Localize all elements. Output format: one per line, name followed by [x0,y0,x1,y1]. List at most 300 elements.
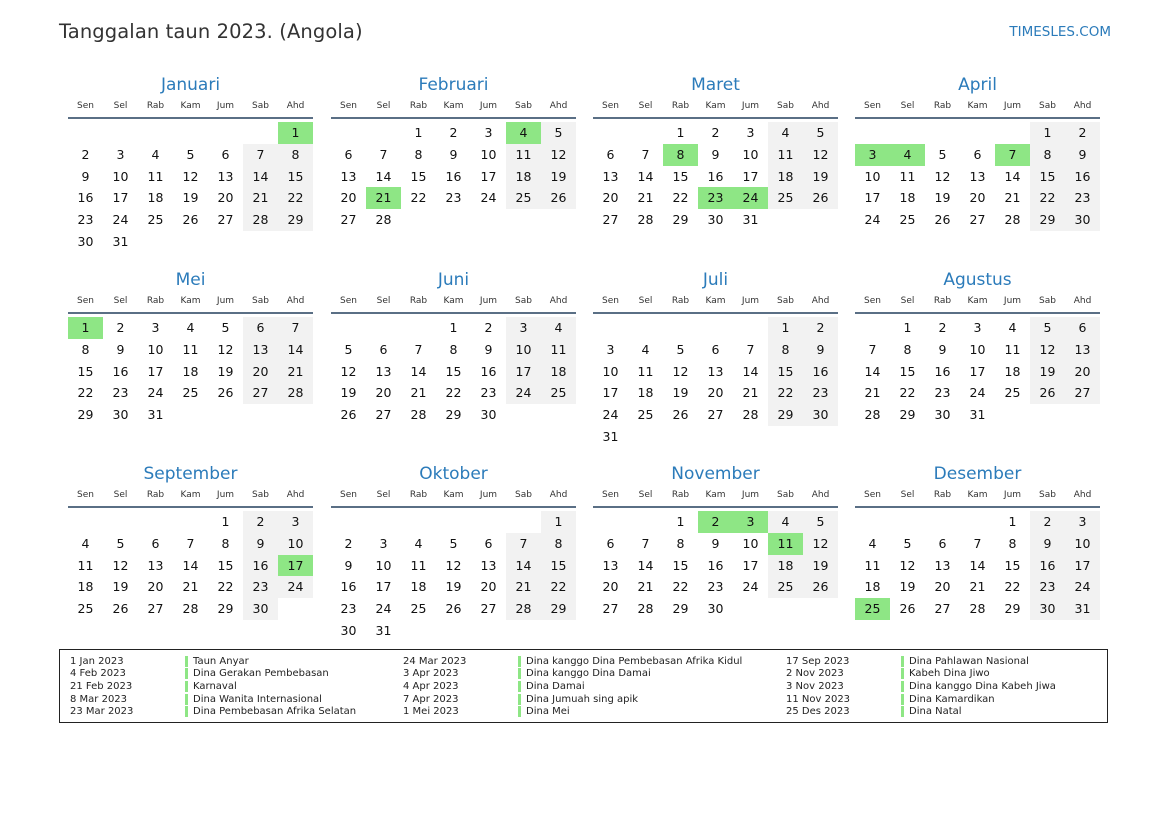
weekday-label: Ahd [811,101,830,111]
day-cell: 22 [672,190,689,206]
holiday-name: Dina Jumuah sing apik [526,693,639,705]
day-cell: 2 [711,125,720,140]
day-cell: 16 [803,361,838,383]
weekday-label: Ahd [549,490,568,500]
holiday-date: 1 Jan 2023 [70,655,124,667]
day-cell: 14 [1004,168,1021,184]
day-grid [331,511,576,642]
weekday-header [855,292,1100,314]
day-cell: 16 [707,557,724,573]
day-cell: 26 [934,212,951,228]
day-cell: 14 [742,363,759,379]
day-cell: 9 [1030,533,1065,555]
day-cell: 31 [147,407,164,423]
weekday-label: Rab [146,296,165,306]
day-cell: 14 [375,168,392,184]
day-cell: 5 [803,122,838,144]
day-cell: 26 [803,576,838,598]
weekday-label: Ahd [811,490,830,500]
day-cell: 20 [602,190,619,206]
day-cell: 20 [707,385,724,401]
day-cell: 22 [1030,187,1065,209]
day-cell: 19 [803,555,838,577]
weekday-label: Jum [741,101,760,111]
day-cell: 5 [1030,317,1065,339]
day-cell: 23 [934,385,951,401]
weekday-label: Sab [1039,296,1056,306]
day-cell: 28 [864,407,881,423]
holiday-marker [185,694,188,705]
holiday-marker [185,668,188,679]
day-cell: 6 [484,535,493,551]
holiday-name: Dina Pembebasan Afrika Selatan [193,706,357,718]
day-cell: 15 [899,363,916,379]
day-cell: 4 [768,511,803,533]
holiday-marker [901,681,904,692]
day-cell: 29 [445,407,462,423]
day-cell: 1 [541,511,576,533]
holiday-marker [185,656,188,667]
day-cell: 29 [1004,601,1021,617]
day-cell: 11 [1004,341,1021,357]
day-cell: 3 [746,125,755,140]
holiday-marker [518,668,521,679]
day-cell: 30 [707,212,724,228]
day-cell: 8 [81,341,90,357]
legend-row [786,693,1056,706]
day-cell: 19 [445,579,462,595]
holiday-name: Dina Natal [909,706,962,718]
day-cell: 31 [1065,598,1100,620]
day-cell: 8 [1008,535,1017,551]
day-cell: 19 [934,190,951,206]
day-cell: 14 [969,557,986,573]
day-cell: 4 [868,535,877,551]
day-cell: 8 [541,533,576,555]
day-cell: 14 [864,363,881,379]
legend-row [403,705,742,718]
day-cell: 18 [182,363,199,379]
weekday-label: Sel [638,490,653,500]
holiday-day-cell: 3 [733,511,768,533]
day-cell: 8 [414,146,423,162]
legend-row [403,655,742,668]
weekday-label: Kam [180,101,201,111]
day-cell: 24 [969,385,986,401]
day-cell: 4 [151,146,160,162]
holiday-day-cell: 4 [506,122,541,144]
day-cell: 23 [340,601,357,617]
day-cell: 2 [484,320,493,335]
day-cell: 10 [112,168,129,184]
day-cell: 28 [506,598,541,620]
day-cell: 9 [1065,144,1100,166]
day-cell: 2 [344,535,353,551]
day-cell: 24 [602,407,619,423]
day-cell: 4 [414,535,423,551]
day-cell: 9 [711,535,720,551]
holiday-name: Dina kanggo Dina Kabeh Jiwa [909,680,1056,692]
day-cell: 28 [278,382,313,404]
weekday-header [331,292,576,314]
weekday-label: Jum [479,101,498,111]
day-grid [68,317,313,426]
month-name: September [143,464,238,484]
day-cell: 27 [480,601,497,617]
day-cell: 26 [445,601,462,617]
day-cell: 28 [375,212,392,228]
day-cell: 8 [1030,144,1065,166]
day-cell: 6 [151,535,160,551]
weekday-label: Rab [933,296,952,306]
day-cell: 18 [768,555,803,577]
day-cell: 13 [147,557,164,573]
month-maret [593,74,838,231]
day-cell: 12 [445,557,462,573]
day-cell: 13 [340,168,357,184]
weekday-label: Sen [340,490,357,500]
holiday-name: Dina kanggo Dina Pembebasan Afrika Kidul [526,655,743,667]
weekday-label: Sel [376,490,391,500]
day-cell: 22 [445,385,462,401]
day-cell: 1 [676,514,685,529]
day-cell: 7 [641,146,650,162]
day-cell: 3 [606,341,615,357]
day-cell: 15 [217,557,234,573]
day-cell: 6 [606,535,615,551]
day-cell: 24 [278,576,313,598]
day-cell: 23 [480,385,497,401]
weekday-label: Sel [900,490,915,500]
holiday-name: Dina kanggo Dina Damai [526,668,651,680]
day-cell: 14 [506,555,541,577]
day-cell: 21 [278,361,313,383]
day-cell: 22 [410,190,427,206]
legend-column [403,655,742,718]
day-cell: 17 [742,168,759,184]
day-cell: 11 [637,363,654,379]
day-cell: 29 [672,212,689,228]
day-cell: 20 [243,361,278,383]
day-cell: 24 [864,212,881,228]
day-cell: 26 [217,385,234,401]
day-cell: 5 [221,320,230,335]
day-cell: 17 [147,363,164,379]
day-grid [593,122,838,231]
weekday-header [855,486,1100,508]
day-grid [855,122,1100,231]
day-grid [855,317,1100,426]
holiday-date: 2 Nov 2023 [786,668,844,680]
holiday-date: 7 Apr 2023 [403,693,459,705]
day-cell: 20 [340,190,357,206]
day-cell: 4 [641,341,650,357]
day-cell: 29 [672,601,689,617]
day-grid [855,511,1100,620]
day-cell: 6 [938,535,947,551]
day-cell: 21 [506,576,541,598]
day-cell: 27 [602,212,619,228]
day-cell: 12 [1030,339,1065,361]
weekday-label: Kam [443,490,464,500]
day-cell: 18 [899,190,916,206]
day-cell: 11 [147,168,164,184]
day-cell: 23 [77,212,94,228]
month-name: Agustus [943,270,1012,290]
day-cell: 2 [116,320,125,335]
day-cell: 7 [746,341,755,357]
day-cell: 20 [147,579,164,595]
day-grid [331,122,576,231]
day-cell: 15 [410,168,427,184]
month-name: Maret [691,75,740,95]
day-cell: 19 [1030,361,1065,383]
month-name: Januari [160,75,221,95]
weekday-label: Sab [252,101,269,111]
day-cell: 2 [243,511,278,533]
weekday-label: Sel [638,296,653,306]
day-cell: 19 [899,579,916,595]
day-cell: 8 [676,535,685,551]
day-cell: 26 [1030,382,1065,404]
weekday-label: Kam [705,490,726,500]
holiday-day-cell: 1 [68,317,103,339]
holiday-date: 8 Mar 2023 [70,693,128,705]
day-cell: 31 [602,428,619,444]
day-cell: 29 [899,407,916,423]
day-cell: 9 [116,341,125,357]
weekday-label: Ahd [549,101,568,111]
day-cell: 7 [868,341,877,357]
day-cell: 22 [1004,579,1021,595]
day-cell: 23 [1030,576,1065,598]
weekday-label: Jum [1003,101,1022,111]
day-cell: 15 [672,168,689,184]
legend-row [786,705,1056,718]
weekday-label: Kam [967,101,988,111]
weekday-label: Sen [602,101,619,111]
day-cell: 19 [672,385,689,401]
site-link[interactable]: TIMESLES.COM [1009,24,1111,40]
day-cell: 6 [379,341,388,357]
day-cell: 8 [903,341,912,357]
holiday-marker [518,656,521,667]
day-cell: 19 [112,579,129,595]
day-cell: 28 [742,407,759,423]
page-title: Tanggalan taun 2023. (Angola) [59,20,363,43]
day-cell: 18 [768,166,803,188]
day-cell: 12 [803,533,838,555]
day-cell: 12 [934,168,951,184]
day-cell: 24 [375,601,392,617]
day-cell: 16 [77,190,94,206]
day-cell: 12 [541,144,576,166]
day-cell: 10 [864,168,881,184]
day-cell: 27 [243,382,278,404]
weekday-label: Jum [741,490,760,500]
legend-row [70,693,356,706]
weekday-label: Sab [515,490,532,500]
holiday-date: 17 Sep 2023 [786,655,850,667]
day-cell: 16 [1030,555,1065,577]
day-cell: 21 [182,579,199,595]
legend-row [403,693,742,706]
month-juni [331,269,576,426]
day-cell: 4 [81,535,90,551]
day-cell: 22 [672,579,689,595]
day-cell: 8 [768,339,803,361]
legend-row [786,655,1056,668]
day-cell: 5 [938,146,947,162]
day-cell: 5 [541,122,576,144]
day-grid [68,122,313,253]
day-cell: 12 [217,341,234,357]
day-cell: 25 [541,382,576,404]
day-cell: 25 [77,601,94,617]
weekday-label: Sen [77,296,94,306]
day-cell: 25 [637,407,654,423]
day-cell: 9 [938,341,947,357]
holiday-marker [901,706,904,717]
month-name: Juli [702,270,729,290]
weekday-label: Sel [113,101,128,111]
holiday-marker [901,694,904,705]
legend-column [70,655,356,718]
day-cell: 13 [217,168,234,184]
day-cell: 4 [541,317,576,339]
day-grid [593,317,838,448]
weekday-label: Sen [340,101,357,111]
day-cell: 11 [410,557,427,573]
weekday-label: Sel [638,101,653,111]
day-cell: 7 [414,341,423,357]
day-cell: 24 [147,385,164,401]
weekday-label: Sab [252,490,269,500]
day-cell: 29 [217,601,234,617]
weekday-header [68,486,313,508]
day-cell: 11 [899,168,916,184]
weekday-label: Rab [671,296,690,306]
legend-row [70,680,356,693]
weekday-header [855,97,1100,119]
weekday-label: Jum [1003,490,1022,500]
weekday-label: Kam [967,296,988,306]
day-cell: 27 [1065,382,1100,404]
weekday-header [68,292,313,314]
day-cell: 20 [375,385,392,401]
day-cell: 30 [480,407,497,423]
holiday-date: 3 Nov 2023 [786,680,844,692]
day-cell: 6 [711,341,720,357]
weekday-label: Sel [113,490,128,500]
weekday-label: Jum [216,296,235,306]
weekday-header [593,486,838,508]
day-cell: 25 [182,385,199,401]
day-cell: 18 [1004,363,1021,379]
holiday-name: Dina Gerakan Pembebasan [193,668,329,680]
day-cell: 1 [768,317,803,339]
day-cell: 6 [1065,317,1100,339]
day-cell: 9 [484,341,493,357]
day-cell: 10 [742,535,759,551]
day-grid [593,511,838,620]
day-cell: 2 [1030,511,1065,533]
day-cell: 8 [278,144,313,166]
legend-row [70,668,356,681]
day-cell: 23 [243,576,278,598]
day-cell: 2 [449,125,458,140]
weekday-label: Kam [705,296,726,306]
day-cell: 27 [340,212,357,228]
day-cell: 30 [77,233,94,249]
day-cell: 22 [768,382,803,404]
day-cell: 28 [182,601,199,617]
day-cell: 31 [112,233,129,249]
day-cell: 2 [1065,122,1100,144]
holiday-date: 4 Apr 2023 [403,680,459,692]
day-cell: 2 [803,317,838,339]
day-cell: 27 [707,407,724,423]
holiday-name: Dina Damai [526,680,585,692]
day-cell: 17 [506,361,541,383]
day-cell: 5 [449,535,458,551]
weekday-label: Jum [479,296,498,306]
month-name: April [958,75,997,95]
day-cell: 7 [973,535,982,551]
day-cell: 25 [768,187,803,209]
day-cell: 16 [1065,166,1100,188]
day-cell: 6 [606,146,615,162]
weekday-label: Sel [900,101,915,111]
day-cell: 5 [116,535,125,551]
holiday-day-cell: 1 [278,122,313,144]
day-cell: 24 [112,212,129,228]
month-mei [68,269,313,426]
day-cell: 3 [484,125,493,140]
day-cell: 14 [243,166,278,188]
legend-row [786,668,1056,681]
day-cell: 7 [243,144,278,166]
day-cell: 23 [1065,187,1100,209]
day-cell: 12 [182,168,199,184]
holiday-name: Dina Kamardikan [909,693,995,705]
day-cell: 20 [969,190,986,206]
day-cell: 20 [1065,361,1100,383]
holiday-name: Taun Anyar [193,655,249,667]
day-cell: 9 [711,146,720,162]
month-januari [68,74,313,253]
day-cell: 11 [768,144,803,166]
day-cell: 28 [637,601,654,617]
day-cell: 12 [803,144,838,166]
holiday-date: 21 Feb 2023 [70,680,133,692]
day-cell: 17 [1065,555,1100,577]
legend-row [786,680,1056,693]
month-name: Mei [175,270,206,290]
weekday-label: Sab [515,296,532,306]
day-cell: 13 [602,557,619,573]
day-cell: 13 [602,168,619,184]
day-cell: 1 [1008,514,1017,529]
day-cell: 7 [641,535,650,551]
day-cell: 19 [541,166,576,188]
month-november [593,463,838,620]
weekday-label: Sel [376,296,391,306]
day-cell: 10 [506,339,541,361]
holiday-day-cell: 11 [768,533,803,555]
day-cell: 22 [217,579,234,595]
day-cell: 12 [672,363,689,379]
